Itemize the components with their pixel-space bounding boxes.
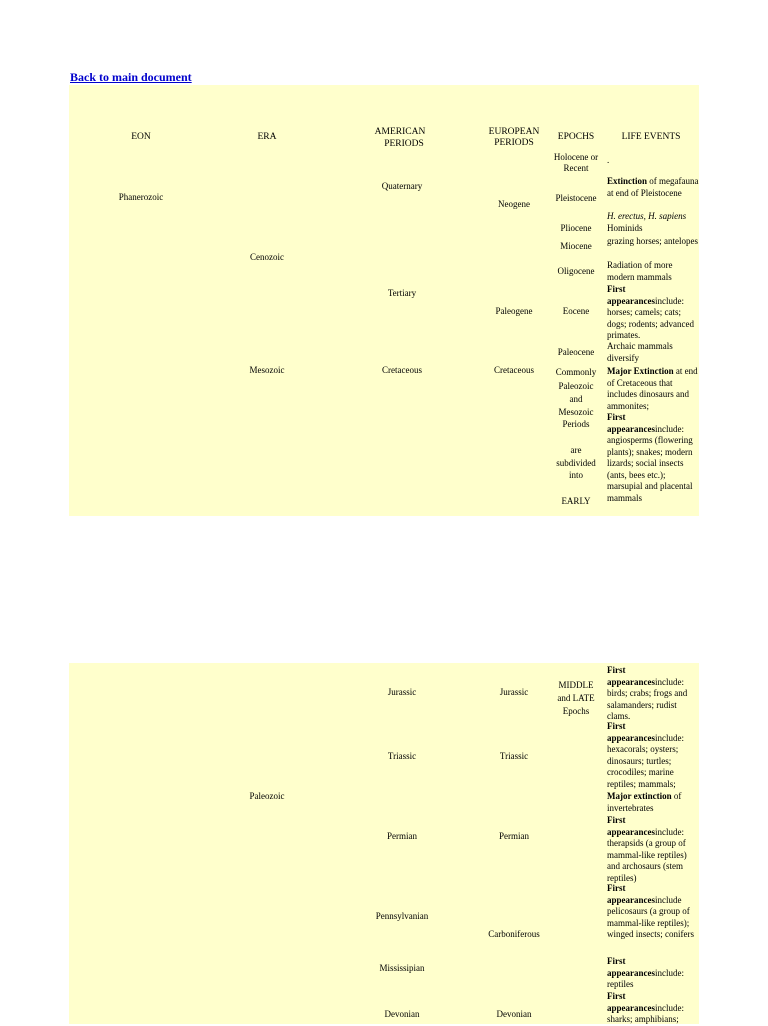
european-cretaceous: Cretaceous xyxy=(494,365,534,375)
event-devonian: First appearancesinclude: sharks; amphibians; xyxy=(607,991,684,1024)
header-life-events: LIFE EVENTS xyxy=(621,132,681,142)
event-permian-appearances: First appearancesinclude: therapsids (a group of mammal-like reptiles) and archosaurs (stem reptiles) xyxy=(607,815,687,883)
european-carboniferous: Carboniferous xyxy=(488,929,540,939)
header-era: ERA xyxy=(257,132,277,142)
period-permian: Permian xyxy=(387,831,417,841)
header-european-line1: EUROPEAN xyxy=(488,127,540,137)
epoch-pliocene: Pliocene xyxy=(560,223,592,233)
period-devonian: Devonian xyxy=(384,1009,420,1019)
geologic-table-upper xyxy=(69,85,699,516)
event-triassic: First appearancesinclude: hexacorals; oysters; dinosaurs; turtles; crocodiles; marine reptiles; mammals; xyxy=(607,721,684,789)
period-pennsylvanian: Pennsylvanian xyxy=(375,911,429,921)
epoch-note: Mesozoic xyxy=(558,407,594,417)
header-european-line2: PERIODS xyxy=(494,138,534,148)
header-american-line2: PERIODS xyxy=(384,139,424,149)
era-mesozoic: Mesozoic xyxy=(249,365,285,375)
epoch-oligocene: Oligocene xyxy=(557,266,595,276)
european-permian: Permian xyxy=(499,831,529,841)
epoch-epochs: Epochs xyxy=(562,706,590,716)
event-miocene: grazing horses; antelopes xyxy=(607,236,698,246)
epoch-note: Periods xyxy=(562,419,590,429)
epoch-note: subdivided xyxy=(556,458,596,468)
epoch-middle: MIDDLE xyxy=(558,680,594,690)
geologic-table-lower xyxy=(69,663,699,1024)
epoch-holocene-line2: Recent xyxy=(563,163,589,173)
epoch-note: and xyxy=(569,394,583,404)
event-cretaceous-appearances: First appearancesinclude: angiosperms (flowering plants); snakes; modern lizards; social insects (ants, bees etc.); marsupial and placental mammals xyxy=(607,412,693,503)
epoch-note: Paleozoic xyxy=(558,381,594,391)
period-jurassic: Jurassic xyxy=(387,687,417,697)
event-mississipian: First appearancesinclude: reptiles xyxy=(607,956,684,989)
epoch-note: Commonly xyxy=(555,367,597,377)
eon-phanerozoic: Phanerozoic xyxy=(118,192,164,202)
european-triassic: Triassic xyxy=(499,751,529,761)
event-pleistocene-species: H. erectus, H. sapiens xyxy=(607,211,687,221)
event-pliocene: Hominids xyxy=(607,223,643,233)
event-eocene: First appearancesinclude: horses; camels; cats; dogs; rodents; advanced primates. xyxy=(607,284,694,340)
event-cretaceous-extinction: Major Extinction at end of Cretaceous that includes dinosaurs and ammonites; xyxy=(607,366,698,411)
european-neogene: Neogene xyxy=(498,199,530,209)
header-epochs: EPOCHS xyxy=(557,132,595,142)
epoch-early: EARLY xyxy=(561,496,591,506)
epoch-eocene: Eocene xyxy=(562,306,590,316)
european-jurassic: Jurassic xyxy=(499,687,529,697)
period-quaternary: Quaternary xyxy=(381,181,423,191)
period-triassic: Triassic xyxy=(387,751,417,761)
epoch-note: are xyxy=(570,445,582,455)
epoch-and-late: and LATE xyxy=(557,693,595,703)
european-paleogene: Paleogene xyxy=(495,306,533,316)
period-cretaceous: Cretaceous xyxy=(382,365,422,375)
epoch-pleistocene: Pleistocene xyxy=(555,193,597,203)
epoch-miocene: Miocene xyxy=(560,241,592,251)
event-jurassic: First appearancesinclude: birds; crabs; frogs and salamanders; rudist clams. xyxy=(607,665,688,721)
back-to-main-link[interactable]: Back to main document xyxy=(70,70,192,84)
period-mississipian: Mississipian xyxy=(379,963,425,973)
event-permian-extinction: Major extinction of invertebrates xyxy=(607,791,682,813)
header-american-line1: AMERICAN xyxy=(374,127,426,137)
event-paleocene: Archaic mammals diversify xyxy=(607,341,673,363)
era-paleozoic: Paleozoic xyxy=(249,791,285,801)
header-eon: EON xyxy=(131,132,151,142)
event-holocene: . xyxy=(607,155,610,165)
event-pennsylvanian: First appearancesinclude pelicosaurs (a group of mammal-like reptiles); winged insects; conifers xyxy=(607,883,694,939)
epoch-holocene-line1: Holocene or xyxy=(553,152,599,162)
european-devonian: Devonian xyxy=(496,1009,532,1019)
epoch-paleocene: Paleocene xyxy=(557,347,595,357)
period-tertiary: Tertiary xyxy=(387,288,417,298)
event-pleistocene: Extinction of megafauna at end of Pleistocene xyxy=(607,176,699,198)
epoch-note: into xyxy=(568,470,583,480)
era-cenozoic: Cenozoic xyxy=(250,252,284,262)
event-oligocene: Radiation of more modern mammals xyxy=(607,260,673,282)
